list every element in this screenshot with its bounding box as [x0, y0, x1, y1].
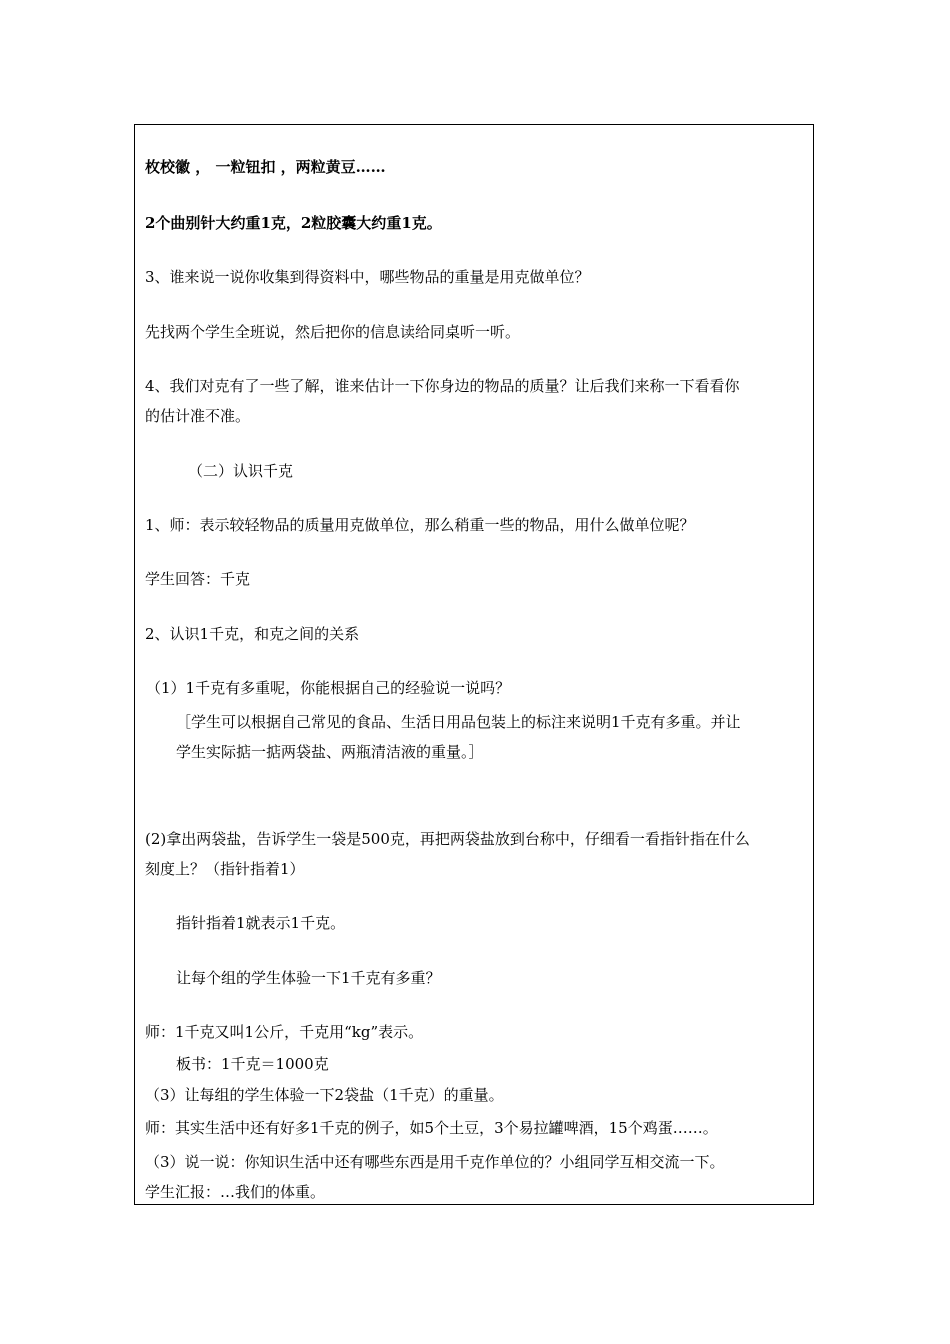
text-line-14: (2)拿出两袋盐，告诉学生一袋是500克，再把两袋盐放到台称中，仔细看一看指针指在什么 — [145, 830, 750, 848]
text-line-3: 3、谁来说一说你收集到得资料中，哪些物品的重量是用克做单位？ — [145, 268, 590, 286]
text-line-18: 师：1千克又叫1公斤，千克用“kg”表示。 — [145, 1023, 424, 1041]
text-line-19: 板书：1千克＝1000克 — [176, 1055, 329, 1073]
text-line-17: 让每个组的学生体验一下1千克有多重？ — [176, 969, 441, 987]
section-heading: （二）认识千克 — [188, 462, 294, 480]
text-line-1: 枚校徽 ， 一粒钮扣 ，两粒黄豆…… — [145, 158, 386, 176]
text-line-2: 2个曲别针大约重1克，2粒胶囊大约重1克。 — [145, 214, 442, 232]
text-line-5: 4、我们对克有了一些了解，谁来估计一下你身边的物品的质量？让后我们来称一下看看你 — [145, 377, 740, 395]
text-line-13: 学生实际掂一掂两袋盐、两瓶清洁液的重量。］ — [176, 743, 484, 761]
text-line-21: 师：其实生活中还有好多1千克的例子，如5个土豆，3个易拉罐啤酒，15个鸡蛋……。 — [145, 1119, 718, 1137]
text-line-16: 指针指着1就表示1千克。 — [176, 914, 346, 932]
text-line-22: （3）说一说：你知识生活中还有哪些东西是用千克作单位的？小组同学互相交流一下。 — [145, 1153, 725, 1171]
text-line-11: （1）1千克有多重呢，你能根据自己的经验说一说吗？ — [146, 679, 511, 697]
text-line-4: 先找两个学生全班说，然后把你的信息读给同桌听一听。 — [145, 323, 521, 341]
text-line-10: 2、认识1千克，和克之间的关系 — [145, 625, 360, 643]
text-line-9: 学生回答：千克 — [145, 570, 251, 588]
text-line-12: ［学生可以根据自己常见的食品、生活日用品包装上的标注来说明1千克有多重。并让 — [176, 713, 741, 731]
text-line-20: （3）让每组的学生体验一下2袋盐（1千克）的重量。 — [145, 1086, 504, 1104]
text-line-6: 的估计准不准。 — [145, 407, 251, 425]
text-line-23: 学生汇报：…我们的体重。 — [145, 1183, 326, 1201]
text-line-8: 1、师：表示较轻物品的质量用克做单位，那么稍重一些的物品，用什么做单位呢？ — [145, 516, 695, 534]
text-line-15: 刻度上？（指针指着1） — [145, 860, 305, 878]
